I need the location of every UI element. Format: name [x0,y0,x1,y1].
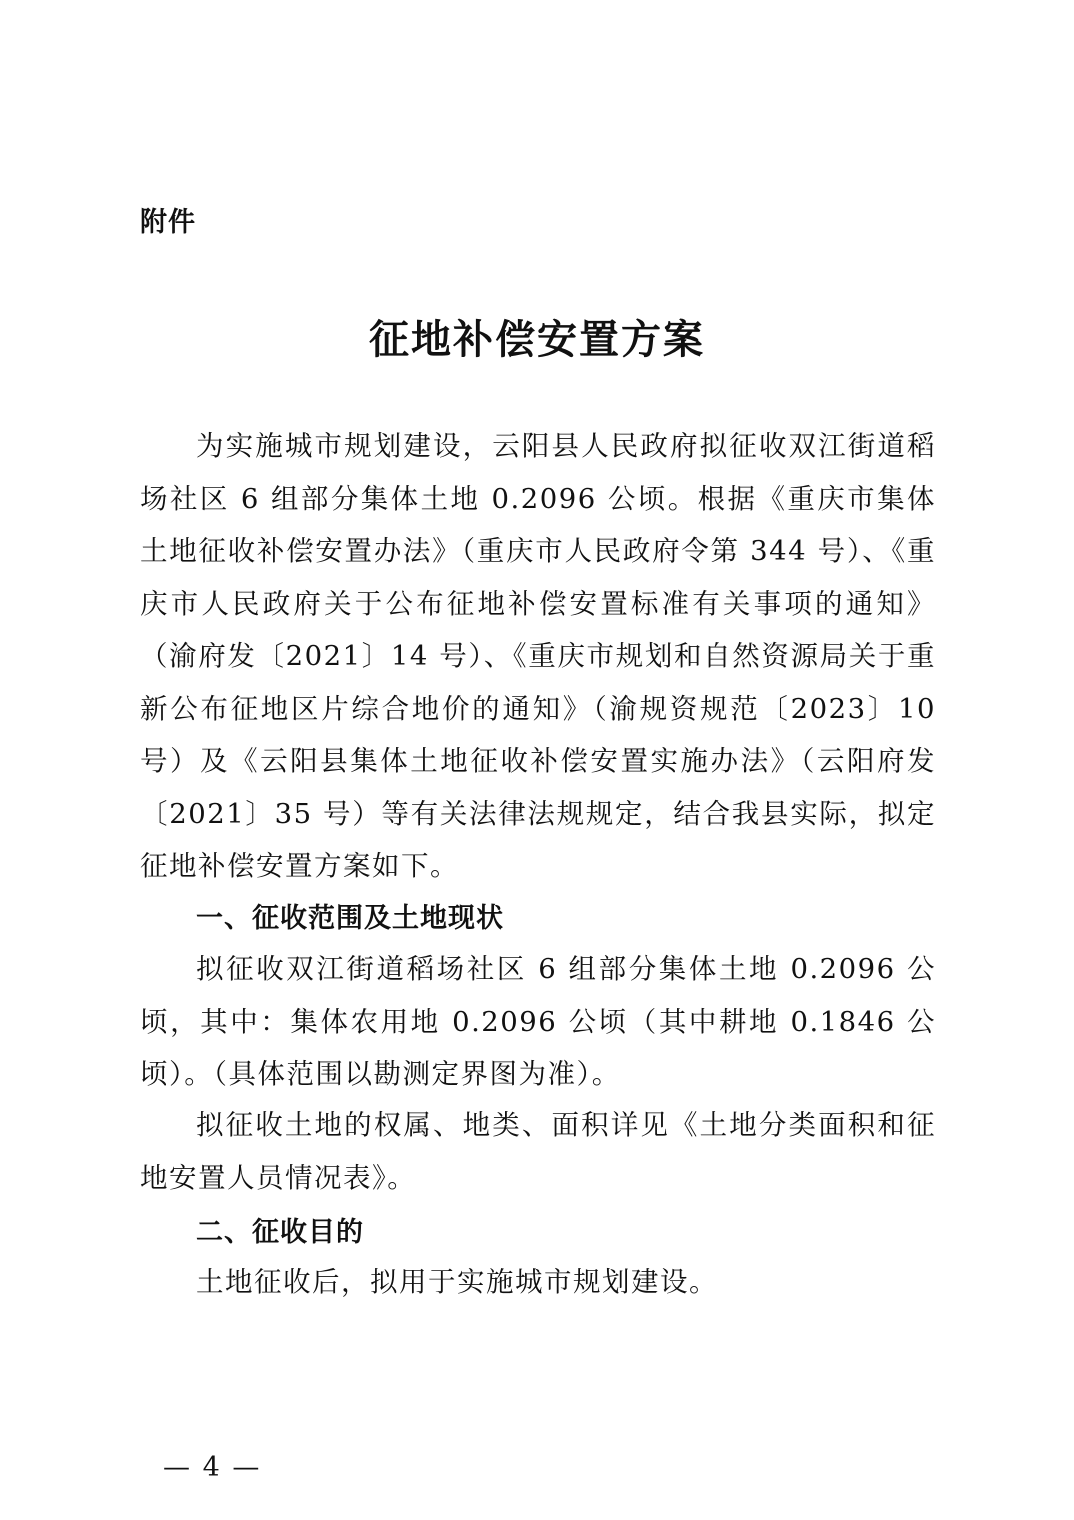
section-1-heading: 一、征收范围及土地现状 [196,903,504,934]
section-2-paragraph-1: 土地征收后，拟用于实施城市规划建设。 [196,1266,718,1298]
section-1-paragraph-2: 拟征收土地的权属、地类、面积详见《土地分类面积和征地安置人员情况表》。 [140,1109,936,1194]
section-1-paragraph-1: 拟征收双江街道稻场社区 6 组部分集体土地 0.2096 公顷，其中：集体农用地 0.2096 公顷（其中耕地 0.1846 公顷）。（具体范围以勘测定界图为准）。 [140,953,936,1090]
page-number: — 4 — [163,1452,262,1483]
intro-paragraph: 为实施城市规划建设，云阳县人民政府拟征收双江街道稻场社区 6 组部分集体土地 0.2096 公顷。根据《重庆市集体土地征收补偿安置办法》（重庆市人民政府令第 344 号）、《重庆市人民政府关于公布征地补偿安置标准有关事项的通知》（渝府发〔2021〕14 号）、《重庆市规划和自然资源局关于重新公布征地区片综合地价的通知》（渝规资规范〔2023〕10 号）及《云阳县集体土地征收补偿安置实施办法》（云阳府发〔2021〕35 号）等有关法律法规规定，结合我县实际，拟定征地补偿安置方案如下。 [140,430,936,882]
document-title: 征地补偿安置方案 [369,316,705,363]
attachment-label: 附件 [140,207,196,238]
section-2-heading: 二、征收目的 [196,1217,364,1248]
